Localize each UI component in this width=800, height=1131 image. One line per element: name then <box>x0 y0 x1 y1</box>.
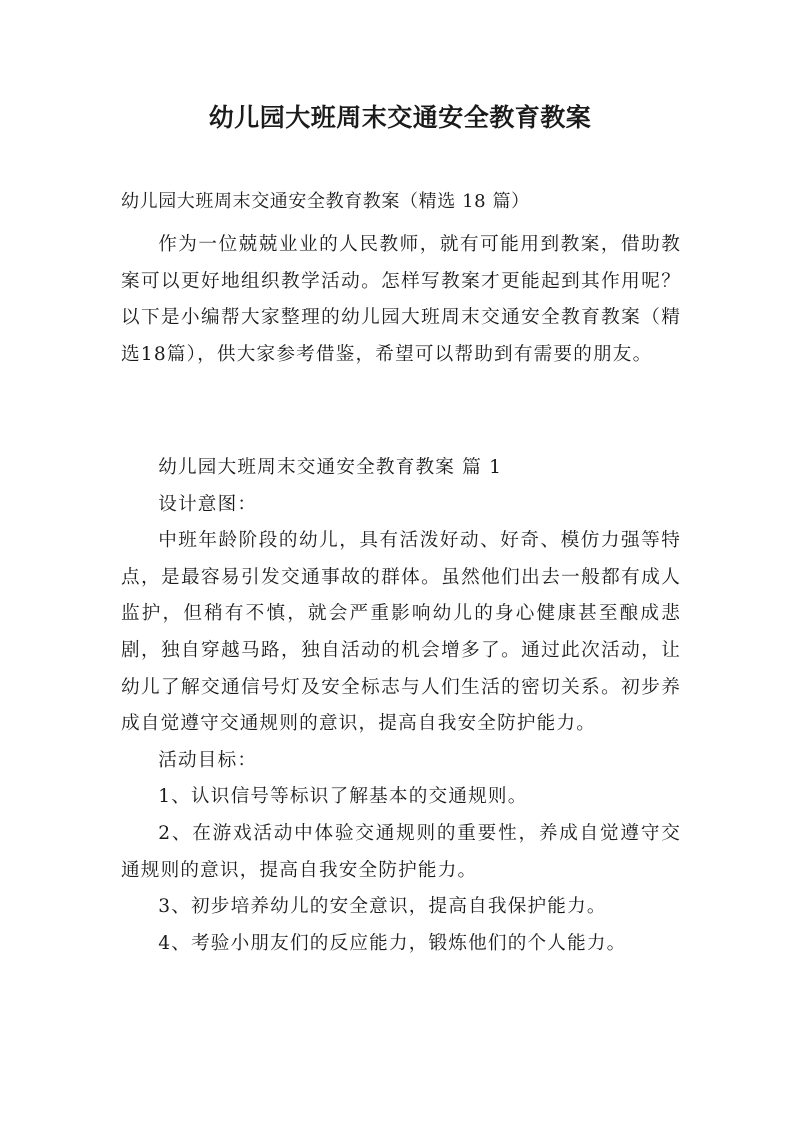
goal-item-2: 2、在游戏活动中体验交通规则的重要性，养成自觉遵守交通规则的意识，提高自我安全防护能力。 <box>121 822 681 881</box>
design-intent-label: 设计意图： <box>158 493 258 515</box>
goal-item-1: 1、认识信号等标识了解基本的交通规则。 <box>158 786 528 808</box>
goal-item-4: 4、考验小朋友们的反应能力，锻炼他们的个人能力。 <box>158 932 627 954</box>
document-subtitle: 幼儿园大班周末交通安全教育教案（精选 18 篇） <box>121 191 530 212</box>
intro-block <box>121 227 681 373</box>
section-1 <box>121 450 681 962</box>
document-title: 幼儿园大班周末交通安全教育教案 <box>208 103 592 132</box>
goal-item-3: 3、初步培养幼儿的安全意识，提高自我保护能力。 <box>158 896 607 918</box>
intro-paragraph: 作为一位兢兢业业的人民教师，就有可能用到教案，借助教案可以更好地组织教学活动。怎样写教案才更能起到其作用呢？以下是小编帮大家整理的幼儿园大班周末交通安全教育教案（精选18篇），供大家参考借鉴，希望可以帮助到有需要的朋友。 <box>121 234 681 365</box>
goals-label: 活动目标： <box>158 749 258 771</box>
design-intent-text: 中班年龄阶段的幼儿，具有活泼好动、好奇、模仿力强等特点，是最容易引发交通事故的群体。虽然他们出去一般都有成人监护，但稍有不慎，就会严重影响幼儿的身心健康甚至酿成悲剧，独自穿越马路，独自活动的机会增多了。通过此次活动，让幼儿了解交通信号灯及安全标志与人们生活的密切关系。初步养成自觉遵守交通规则的意识，提高自我安全防护能力。 <box>121 530 681 735</box>
section-heading: 幼儿园大班周末交通安全教育教案 篇 1 <box>158 457 503 478</box>
